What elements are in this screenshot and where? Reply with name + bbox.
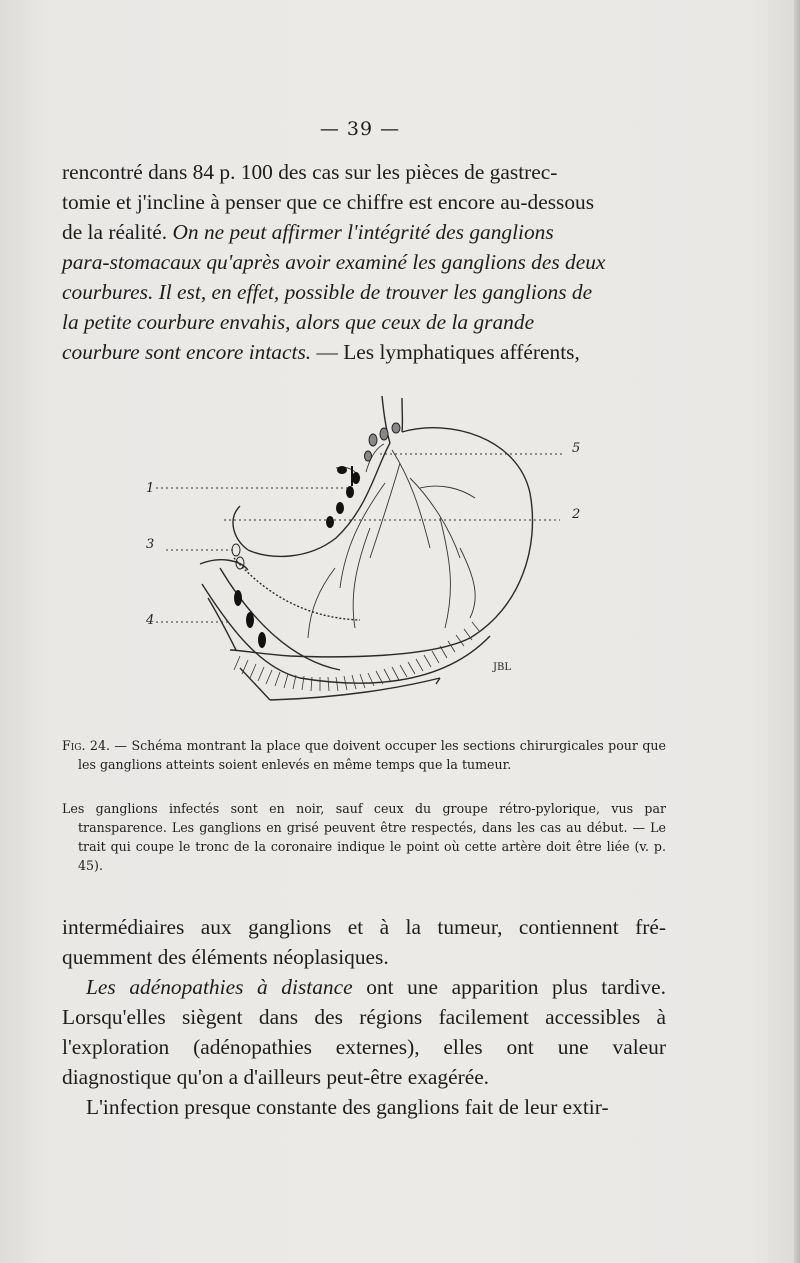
- figure-label-4: 4: [146, 613, 155, 628]
- caption-main: [62, 736, 666, 774]
- body-text-top: [62, 157, 666, 367]
- text-normal: ont une apparition plus tardive. Lorsqu'elles siègent dans des régions facilement accessibles à l'exploration (adénopathies externes), elles ont une valeur diagnostique qu'on a d'ailleurs peut-être exagérée.: [62, 975, 667, 1089]
- paragraph: [62, 972, 666, 1092]
- text-line: [62, 337, 666, 367]
- text-line: [62, 217, 666, 247]
- text-italic: para-stomacaux qu'après avoir examiné les ganglions des deux: [62, 250, 606, 274]
- figure-note: [62, 799, 666, 875]
- figure-caption: [62, 736, 666, 774]
- text-line: tomie et j'incline à penser que ce chiffre est encore au-dessous: [62, 190, 595, 214]
- text-italic: On ne peut affirmer l'intégrité des ganglions: [172, 220, 554, 244]
- text-normal: de la réalité.: [62, 220, 173, 244]
- ganglions: [232, 423, 400, 648]
- paragraph: intermédiaires aux ganglions et à la tumeur, contiennent fré-quemment des éléments néoplasiques.: [62, 915, 666, 969]
- text-normal: — Les lymphatiques afférents,: [311, 340, 580, 364]
- paragraph: L'infection presque constante des ganglions fait de leur extir-: [86, 1095, 609, 1119]
- body-text-bottom: [62, 912, 666, 1122]
- figure-label-3: 3: [146, 537, 155, 552]
- text-line: [62, 307, 666, 337]
- text-line: [62, 277, 666, 307]
- text-line: [62, 247, 666, 277]
- text-line: rencontré dans 84 p. 100 des cas sur les pièces de gastrec-: [62, 160, 558, 184]
- caption-text: — Schéma montrant la place que doivent occuper les sections chirurgicales pour que les ganglions atteints soient enlevés en même temps que la tumeur.: [78, 738, 666, 772]
- text-italic: Les adénopathies à distance: [86, 975, 353, 999]
- text-italic: courbures. Il est, en effet, possible de trouver les ganglions de: [62, 280, 593, 304]
- stomach-outline: [200, 396, 533, 700]
- figure-number: Fig. 24.: [62, 738, 110, 753]
- caption-note: Les ganglions infectés sont en noir, sauf ceux du groupe rétro-pylorique, vus par transparence. Les ganglions en grisé peuvent être respectés, dans les cas au début. — Le trait qui coupe le tronc de la coronaire indique le point où cette artère doit être liée (v. p. 45).: [62, 801, 666, 873]
- figure-label-5: 5: [572, 441, 581, 456]
- text-italic: la petite courbure envahis, alors que ceux de la grande: [62, 310, 535, 334]
- page-edge: [794, 0, 800, 1263]
- figure-label-1: 1: [146, 481, 155, 496]
- page-number: — 39 —: [319, 118, 401, 140]
- figure-label-2: 2: [572, 507, 581, 522]
- text-italic: courbure sont encore intacts.: [62, 340, 312, 364]
- stomach-diagram: [140, 388, 581, 720]
- illustrator-signature: JBL: [493, 662, 511, 673]
